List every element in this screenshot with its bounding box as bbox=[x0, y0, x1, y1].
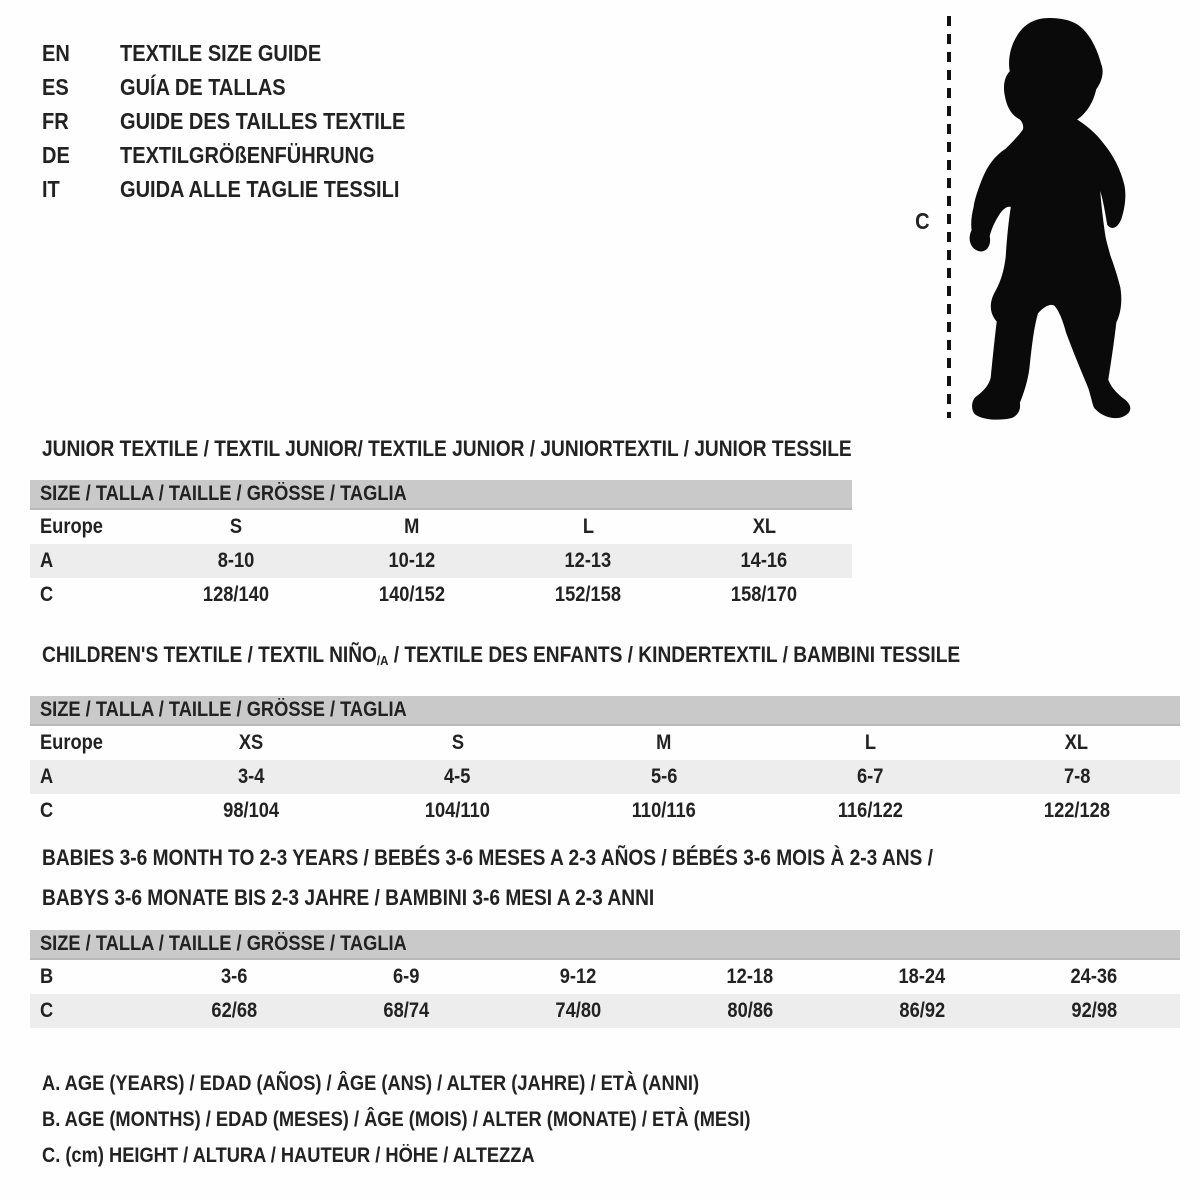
language-row-it bbox=[42, 172, 448, 206]
language-label-text: TEXTILE SIZE GUIDE bbox=[120, 40, 322, 66]
language-label-text: GUIDE DES TAILLES TEXTILE bbox=[120, 108, 406, 134]
size-value-text: XL bbox=[752, 515, 776, 538]
size-value-cell bbox=[354, 726, 560, 760]
table-row-b bbox=[30, 960, 1180, 994]
language-label-text: TEXTILGRÖßENFÜHRUNG bbox=[120, 142, 375, 168]
size-value-text: 122/128 bbox=[1043, 798, 1110, 822]
size-value-text: L bbox=[864, 730, 876, 754]
size-value-text: XL bbox=[1065, 730, 1089, 754]
size-value-cell bbox=[664, 960, 836, 994]
row-label bbox=[30, 544, 148, 578]
row-label bbox=[30, 794, 148, 828]
size-value-cell bbox=[324, 510, 500, 544]
size-header-bar: SIZE / TALLA / TAILLE / GRÖSSE / TAGLIA bbox=[30, 930, 1180, 960]
language-code-text: ES bbox=[42, 74, 69, 100]
size-value-text: M bbox=[656, 730, 672, 754]
language-code bbox=[42, 70, 120, 104]
title-fragment: BABIES 3-6 MONTH TO 2-3 YEARS / BEBÉS 3-6 MESES A 2-3 AÑOS / BÉBÉS 3-6 MOIS À 2-3 ANS / bbox=[42, 845, 933, 870]
size-value-cell bbox=[676, 544, 852, 578]
size-value-text: L bbox=[582, 515, 594, 538]
size-value-text: 140/152 bbox=[378, 583, 446, 606]
section-title-line bbox=[42, 436, 852, 462]
legend-line-text: A. AGE (YEARS) / EDAD (AÑOS) / ÂGE (ANS) / ALTER (JAHRE) / ETÀ (ANNI) bbox=[42, 1072, 700, 1095]
junior-textile-section bbox=[30, 436, 852, 612]
row-label-text: C bbox=[40, 999, 54, 1022]
size-value-cell bbox=[148, 760, 354, 794]
language-label bbox=[120, 40, 351, 66]
table-row-europe bbox=[30, 510, 852, 544]
row-label bbox=[30, 960, 148, 994]
size-value-cell bbox=[676, 510, 852, 544]
size-value-cell bbox=[561, 760, 767, 794]
size-value-cell bbox=[324, 578, 500, 612]
size-value-cell bbox=[500, 578, 676, 612]
row-label-text: Europe bbox=[40, 515, 103, 538]
size-value-text: M bbox=[404, 515, 420, 538]
size-value-text: XS bbox=[239, 730, 264, 754]
size-value-cell bbox=[767, 794, 973, 828]
size-value-text: 3-4 bbox=[237, 764, 265, 788]
size-value-cell bbox=[148, 578, 324, 612]
size-value-cell bbox=[324, 544, 500, 578]
size-value-text: 9-12 bbox=[559, 965, 597, 988]
language-row-de bbox=[42, 138, 448, 172]
size-table bbox=[30, 960, 1180, 1028]
size-table bbox=[30, 510, 852, 612]
size-value-text: S bbox=[451, 730, 464, 754]
size-value-text: 74/80 bbox=[555, 999, 601, 1022]
size-value-text: 62/68 bbox=[211, 999, 257, 1022]
language-row-es bbox=[42, 70, 448, 104]
language-list bbox=[42, 36, 448, 206]
language-label-text: GUÍA DE TALLAS bbox=[120, 74, 286, 100]
measurement-legend bbox=[42, 1066, 856, 1174]
size-value-text: 86/92 bbox=[899, 999, 945, 1022]
size-value-text: 6-7 bbox=[857, 764, 884, 788]
size-value-text: 24-36 bbox=[1070, 965, 1118, 988]
row-label bbox=[30, 994, 148, 1028]
size-value-cell bbox=[148, 726, 354, 760]
babies-textile-section bbox=[30, 838, 1180, 1028]
table-row-europe bbox=[30, 726, 1180, 760]
size-value-text: 98/104 bbox=[223, 798, 280, 822]
size-value-cell bbox=[148, 960, 320, 994]
row-label-text: B bbox=[40, 965, 54, 988]
size-value-cell bbox=[664, 994, 836, 1028]
size-value-cell bbox=[500, 544, 676, 578]
row-label-text: Europe bbox=[40, 730, 103, 754]
size-value-cell bbox=[767, 726, 973, 760]
size-value-text: 12-13 bbox=[564, 549, 612, 572]
language-row-en bbox=[42, 36, 448, 70]
size-header-bar: SIZE / TALLA / TAILLE / GRÖSSE / TAGLIA bbox=[30, 696, 1180, 726]
size-value-cell bbox=[767, 760, 973, 794]
language-row-fr bbox=[42, 104, 448, 138]
table-row-a bbox=[30, 544, 852, 578]
section-title bbox=[30, 838, 1180, 918]
size-value-cell bbox=[676, 578, 852, 612]
language-code bbox=[42, 172, 120, 206]
size-header-bar: SIZE / TALLA / TAILLE / GRÖSSE / TAGLIA bbox=[30, 480, 852, 510]
language-code bbox=[42, 138, 120, 172]
height-measure-dashed-line bbox=[944, 14, 954, 425]
size-value-cell bbox=[974, 794, 1180, 828]
language-label bbox=[120, 108, 448, 134]
size-value-cell bbox=[561, 794, 767, 828]
row-label bbox=[30, 760, 148, 794]
size-value-cell bbox=[500, 510, 676, 544]
size-value-cell bbox=[148, 794, 354, 828]
size-value-cell bbox=[148, 510, 324, 544]
row-label bbox=[30, 510, 148, 544]
size-value-cell bbox=[836, 994, 1008, 1028]
table-row-c bbox=[30, 994, 1180, 1028]
title-fragment: JUNIOR TEXTILE / TEXTIL JUNIOR/ TEXTILE JUNIOR / JUNIORTEXTIL / JUNIOR TESSILE bbox=[42, 436, 852, 461]
row-label bbox=[30, 726, 148, 760]
size-value-text: 5-6 bbox=[650, 764, 678, 788]
size-value-text: 92/98 bbox=[1071, 999, 1117, 1022]
row-label-text: C bbox=[40, 798, 54, 822]
section-title-text bbox=[42, 878, 654, 918]
size-table bbox=[30, 726, 1180, 828]
legend-line-b bbox=[42, 1102, 856, 1138]
legend-line-c bbox=[42, 1138, 856, 1174]
size-value-cell bbox=[354, 760, 560, 794]
size-value-cell bbox=[492, 960, 664, 994]
language-label-text: GUIDA ALLE TAGLIE TESSILI bbox=[120, 176, 400, 202]
table-row-a bbox=[30, 760, 1180, 794]
size-value-text: 80/86 bbox=[727, 999, 773, 1022]
language-label bbox=[120, 142, 413, 168]
section-title-line bbox=[42, 642, 1180, 674]
section-title-text bbox=[42, 838, 933, 878]
language-code-text: DE bbox=[42, 142, 70, 168]
language-code-text: EN bbox=[42, 40, 70, 66]
size-value-text: 14-16 bbox=[740, 549, 788, 572]
size-value-text: 12-18 bbox=[726, 965, 774, 988]
size-value-text: 4-5 bbox=[444, 764, 471, 788]
size-value-cell bbox=[974, 726, 1180, 760]
title-fragment: CHILDREN'S TEXTILE / TEXTIL NIÑO bbox=[42, 642, 377, 667]
row-label bbox=[30, 578, 148, 612]
size-value-text: 158/170 bbox=[730, 583, 798, 606]
title-fragment: / TEXTILE DES ENFANTS / KINDERTEXTIL / BAMBINI TESSILE bbox=[388, 642, 961, 667]
size-value-text: S bbox=[229, 515, 243, 538]
language-code-text: FR bbox=[42, 108, 69, 134]
size-value-cell bbox=[148, 544, 324, 578]
section-title-line bbox=[42, 878, 1180, 918]
legend-line-text: C. (cm) HEIGHT / ALTURA / HAUTEUR / HÖHE / ALTEZZA bbox=[42, 1144, 535, 1167]
title-subscript: /A bbox=[376, 652, 389, 668]
size-value-text: 116/122 bbox=[837, 798, 903, 822]
size-value-cell bbox=[1008, 994, 1180, 1028]
section-title-line bbox=[42, 838, 1180, 878]
row-label-text: A bbox=[40, 764, 54, 788]
section-title-text bbox=[42, 642, 960, 674]
section-title-text bbox=[42, 436, 852, 462]
size-value-text: 10-12 bbox=[388, 549, 436, 572]
language-code bbox=[42, 36, 120, 70]
size-value-text: 18-24 bbox=[898, 965, 946, 988]
language-code bbox=[42, 104, 120, 138]
legend-line-text: B. AGE (MONTHS) / EDAD (MESES) / ÂGE (MOIS) / ALTER (MONATE) / ETÀ (MESI) bbox=[42, 1108, 751, 1131]
size-value-text: 6-9 bbox=[392, 965, 420, 988]
size-value-cell bbox=[1008, 960, 1180, 994]
section-title bbox=[30, 642, 1180, 674]
size-value-cell bbox=[561, 726, 767, 760]
height-measure-label: C bbox=[914, 208, 930, 234]
size-value-text: 128/140 bbox=[202, 583, 270, 606]
legend-line-a bbox=[42, 1066, 856, 1102]
size-value-text: 3-6 bbox=[220, 965, 248, 988]
row-label-text: C bbox=[40, 583, 54, 606]
title-fragment: BABYS 3-6 MONATE BIS 2-3 JAHRE / BAMBINI 3-6 MESI A 2-3 ANNI bbox=[42, 885, 655, 910]
section-title bbox=[30, 436, 852, 462]
size-value-cell bbox=[320, 960, 492, 994]
size-value-cell bbox=[974, 760, 1180, 794]
size-value-cell bbox=[148, 994, 320, 1028]
size-value-cell bbox=[354, 794, 560, 828]
size-value-text: 110/116 bbox=[632, 798, 697, 822]
size-value-text: 8-10 bbox=[217, 549, 255, 572]
table-row-c bbox=[30, 578, 852, 612]
toddler-silhouette-icon bbox=[962, 14, 1146, 425]
size-value-text: 7-8 bbox=[1063, 764, 1091, 788]
language-code-text: IT bbox=[42, 176, 60, 202]
row-label-text: A bbox=[40, 549, 54, 572]
size-value-text: 104/110 bbox=[425, 798, 491, 822]
size-value-cell bbox=[836, 960, 1008, 994]
size-value-text: 152/158 bbox=[554, 583, 622, 606]
table-row-c bbox=[30, 794, 1180, 828]
language-label bbox=[120, 74, 310, 100]
childrens-textile-section bbox=[30, 642, 1180, 828]
language-label bbox=[120, 176, 441, 202]
size-value-text: 68/74 bbox=[383, 999, 429, 1022]
size-value-cell bbox=[320, 994, 492, 1028]
size-value-cell bbox=[492, 994, 664, 1028]
